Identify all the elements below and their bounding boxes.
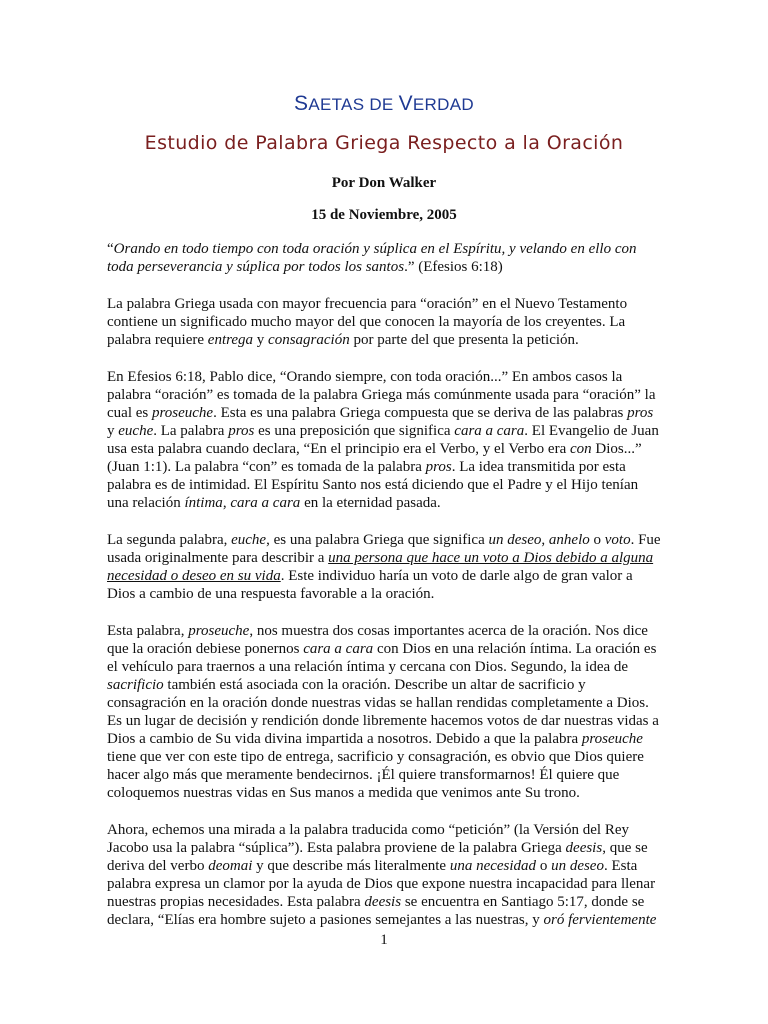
document-body — [107, 240, 663, 948]
page-number: 1 — [380, 932, 388, 948]
paragraph-2: La palabra Griega usada con mayor frecuencia para “oración” en el Nuevo Testamento contiene un significado mucho mayor del que conocen la mayoría de los creyentes. La palabra requiere entrega y consagración por parte del que presenta la petición. — [107, 296, 628, 348]
date-line: 15 de Noviembre, 2005 — [311, 207, 457, 223]
paragraph-6: Ahora, echemos una mirada a la palabra traducida como “petición” (la Versión del Rey Jacobo usa la palabra “súplica”). Esta palabra proviene de la palabra Griega deesis, que se deriva del verbo deomai y que describe más literalmente una necesidad o un deseo. Esta palabra expresa un clamor por la ayuda de Dios que expone nuestra incapacidad para llenar nuestras propias necesidades. Esta palabra deesis se encuentra en Santiago 5:17, donde se declara, “Elías era hombre sujeto a pasiones semejantes a las nuestras, y oró fervientemente — [107, 822, 657, 928]
paragraph-quote: “Orando en todo tiempo con toda oración y súplica en el Espíritu, y velando en ello con toda perseverancia y súplica por todos los santos.” (Efesios 6:18) — [107, 241, 637, 275]
paragraph-3: En Efesios 6:18, Pablo dice, “Orando siempre, con toda oración...” En ambos casos la palabra “oración” es tomada de la palabra Griega más comúnmente usada para “oración” la cual es proseuche. Esta es una palabra Griega compuesta que se deriva de las palabras pros y euche. La palabra pros es una preposición que significa cara a cara. El Evangelio de Juan usa esta palabra cuando declara, “En el principio era el Verbo, y el Verbo era con Dios...” (Juan 1:1). La palabra “con” es tomada de la palabra pros. La idea transmitida por esta palabra es de intimidad. El Espíritu Santo nos está diciendo que el Padre y el Hijo tenían una relación íntima, cara a cara en la eternidad pasada. — [107, 369, 659, 511]
author-line: Por Don Walker — [331, 175, 437, 191]
paragraph-4: La segunda palabra, euche, es una palabra Griega que significa un deseo, anhelo o voto. Fue usada originalmente para describir a una persona que hace un voto a Dios debido a alguna necesidad o deseo en su vida. Este individuo haría un voto de darle algo de gran valor a Dios a cambio de una respuesta favorable a la oración. — [107, 532, 661, 602]
series-title: SAETAS DE VERDAD — [294, 92, 474, 115]
document-subtitle: Estudio de Palabra Griega Respecto a la Oración — [144, 132, 624, 154]
paragraph-5: Esta palabra, proseuche, nos muestra dos cosas importantes acerca de la oración. Nos dice que la oración debiese ponernos cara a cara con Dios en una relación íntima. La oración es el vehículo para traernos a una relación íntima y cercana con Dios. Segundo, la idea de sacrificio también está asociada con la oración. Describe un altar de sacrificio y consagración en la oración donde nuestras vidas se hallan rendidas completamente a Dios. Es un lugar de decisión y rendición donde libremente hacemos votos de dar nuestras vidas a Dios a cambio de Su vida divina impartida a nosotros. Debido a que la palabra proseuche tiene que ver con este tipo de entrega, sacrificio y consagración, es obvio que Dios quiere hacer algo más que meramente bendecirnos. ¡Él quiere transformarnos! Él quiere que coloquemos nuestras vidas en Sus manos a medida que venimos ante Su trono. — [107, 623, 659, 801]
